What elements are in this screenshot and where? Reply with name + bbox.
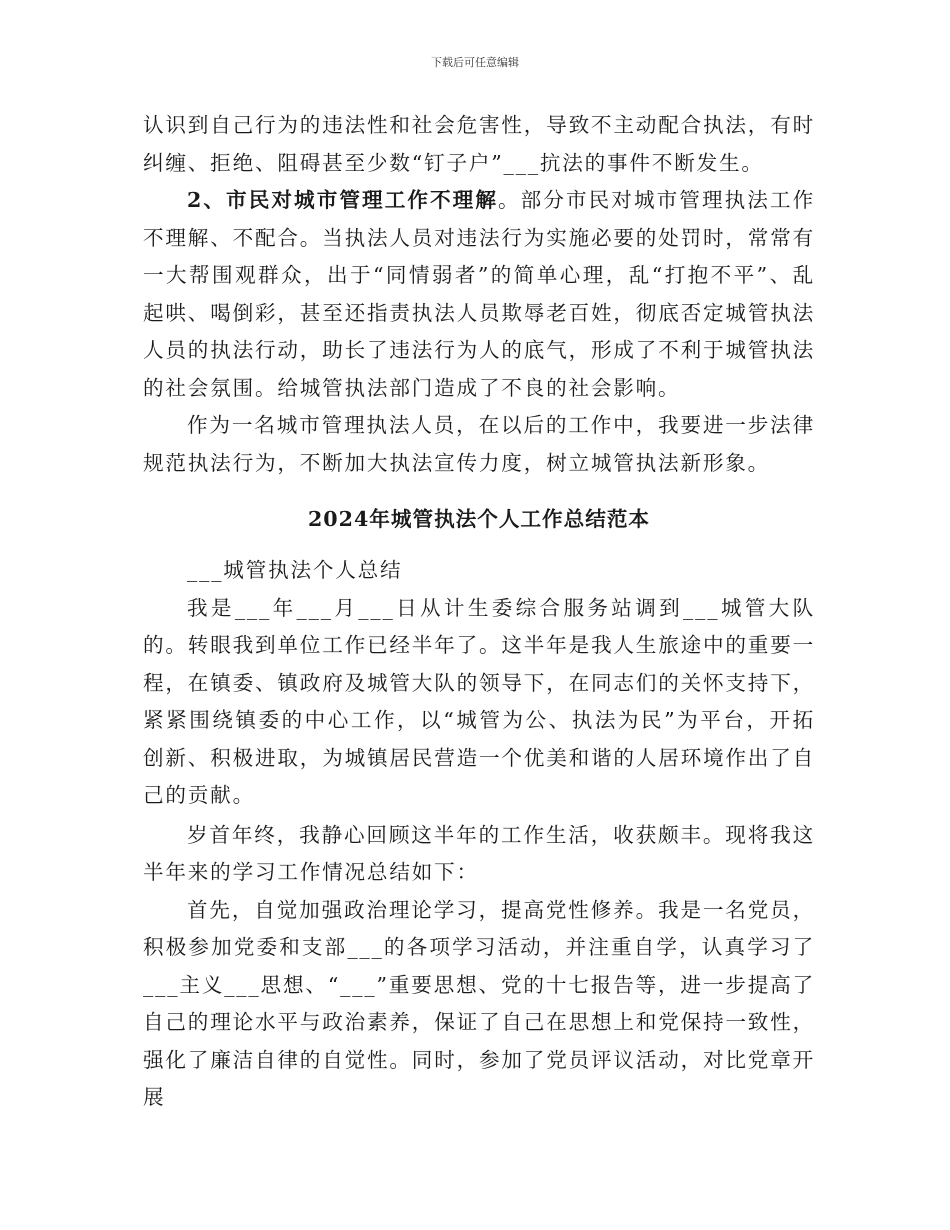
paragraph-6: 首先，自觉加强政治理论学习，提高党性修养。我是一名党员，积极参加党委和支部___的各项学习活动，并注重自学，认真学习了___主义___思想、“___”重要思想、党的十七报告等，进一步提高了自己的理论水平与政治素养，保证了自己在思想上和党保持一致性，强化了廉洁自律的自觉性。同时，参加了党员评议活动，对比党章开展 [143,897,815,1109]
paragraph-2 [143,182,815,407]
subtitle: ___城管执法个人总结 [187,558,403,582]
paragraph-2-heading: 2、市民对城市管理工作不理解 [187,188,498,212]
paragraph-1: 认识到自己行为的违法性和社会危害性，导致不主动配合执法，有时纠缠、拒绝、阻碍甚至少数“钉子户”___抗法的事件不断发生。 [143,113,815,175]
paragraph-5: 岁首年终，我静心回顾这半年的工作生活，收获颇丰。现将我这半年来的学习工作情况总结如下： [143,822,815,884]
paragraph-3: 作为一名城市管理执法人员，在以后的工作中，我要进一步法律规范执法行为，不断加大执法宣传力度，树立城管执法新形象。 [143,413,815,475]
paragraph-4: 我是___年___月___日从计生委综合服务站调到___城管大队的。转眼我到单位工作已经半年了。这半年是我人生旅途中的重要一程，在镇委、镇政府及城管大队的领导下，在同志们的关怀支持下，紧紧围绕镇委的中心工作，以“城管为公、执法为民”为平台，开拓创新、积极进取，为城镇居民营造一个优美和谐的人居环境作出了自己的贡献。 [143,595,815,807]
document-body [143,107,815,1117]
paragraph-2-text: 。部分市民对城市管理执法工作不理解、不配合。当执法人员对违法行为实施必要的处罚时，常常有一大帮围观群众，出于“同情弱者”的简单心理，乱“打抱不平”、乱起哄、喝倒彩，甚至还指责执法人员欺辱老百姓，彻底否定城管执法人员的执法行动，助长了违法行为人的底气，形成了不利于城管执法的社会氛围。给城管执法部门造成了不良的社会影响。 [143,188,815,400]
document-title: 2024年城管执法个人工作总结范本 [307,507,651,531]
header-note: 下载后可任意编辑 [431,56,519,69]
